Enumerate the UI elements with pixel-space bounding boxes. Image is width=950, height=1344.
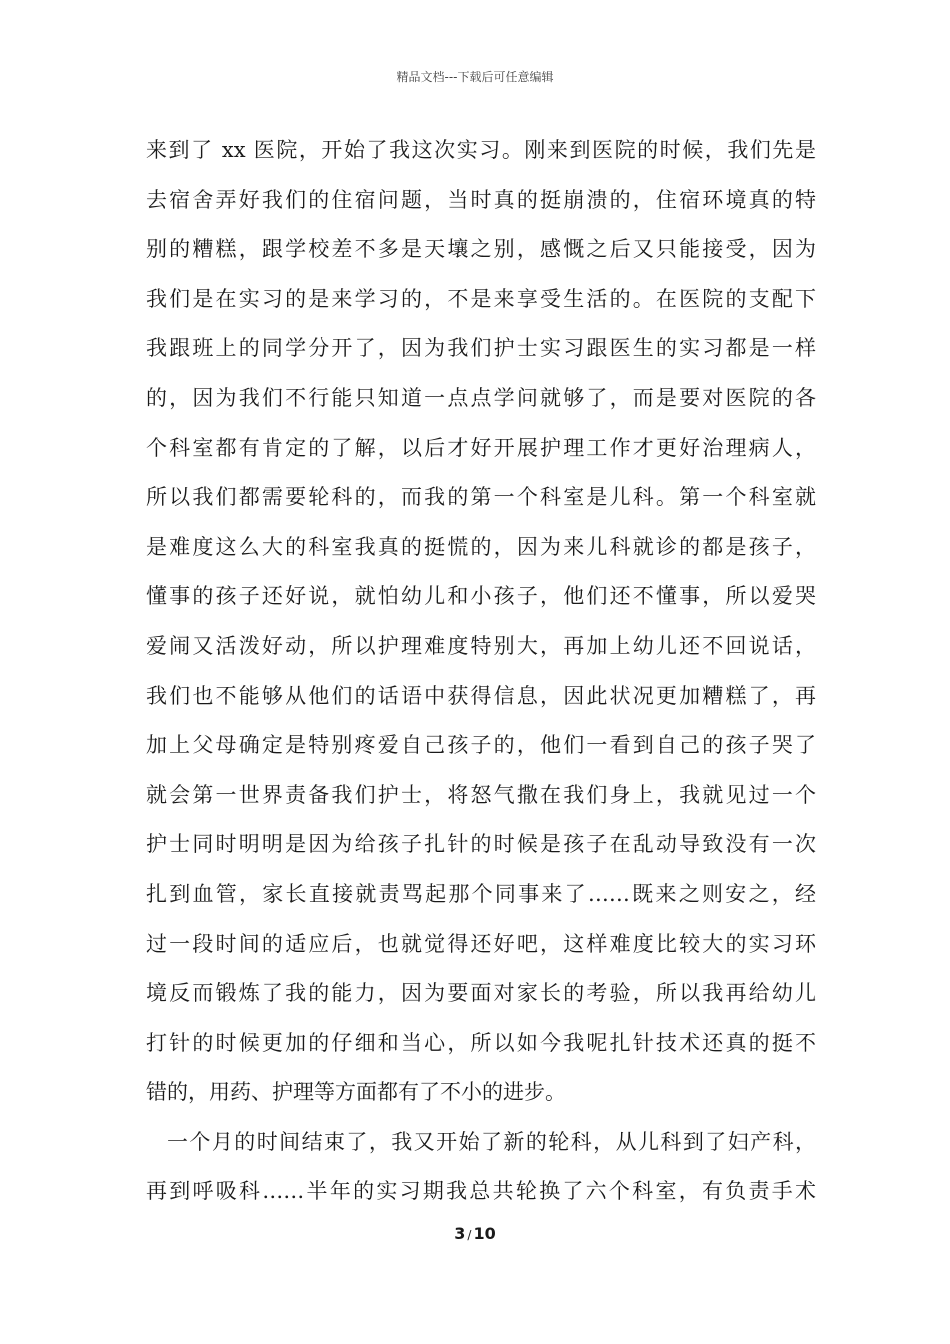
text-line-14: 就会第一世界责备我们护士，将怒气撒在我们身上，我就见过一个 <box>146 782 816 807</box>
text-line-19: 打针的时候更加的仔细和当心，所以如今我呢扎针技术还真的挺不 <box>146 1030 816 1055</box>
current-page-number: 3 <box>454 1224 466 1243</box>
text-line-9: 是难度这么大的科室我真的挺慌的，因为来儿科就诊的都是孩子， <box>146 534 816 559</box>
body-text <box>146 126 816 1217</box>
text-line-10: 懂事的孩子还好说，就怕幼儿和小孩子，他们还不懂事，所以爱哭 <box>146 584 816 609</box>
text-line-1: 来到了 xx 医院，开始了我这次实习。刚来到医院的时候，我们先是 <box>146 138 816 162</box>
text-line-4: 我们是在实习的是来学习的，不是来享受生活的。在医院的支配下 <box>146 286 816 311</box>
text-line-11: 爱闹又活泼好动，所以护理难度特别大，再加上幼儿还不回说话， <box>146 633 816 658</box>
page-number <box>0 1224 950 1243</box>
text-line-17: 过一段时间的适应后，也就觉得还好吧，这样难度比较大的实习环 <box>146 931 816 956</box>
text-line-3: 别的糟糕，跟学校差不多是天壤之别，感慨之后又只能接受，因为 <box>146 237 816 262</box>
text-line-6: 的，因为我们不行能只知道一点点学问就够了，而是要对医院的各 <box>146 385 816 410</box>
text-line-16: 扎到血管，家长直接就责骂起那个同事来了……既来之则安之，经 <box>146 881 816 906</box>
text-line-8: 所以我们都需要轮科的，而我的第一个科室是儿科。第一个科室就 <box>146 485 816 510</box>
text-line-2: 去宿舍弄好我们的住宿问题，当时真的挺崩溃的，住宿环境真的特 <box>146 187 816 212</box>
text-line-7: 个科室都有肯定的了解，以后才好开展护理工作才更好治理病人， <box>146 435 816 460</box>
text-line-18: 境反而锻炼了我的能力，因为要面对家长的考验，所以我再给幼儿 <box>146 981 816 1006</box>
text-line-21: 一个月的时间结束了，我又开始了新的轮科，从儿科到了妇产科， <box>167 1129 816 1154</box>
page-header: 精品文档---下载后可任意编辑 <box>396 70 554 84</box>
text-line-22: 再到呼吸科……半年的实习期我总共轮换了六个科室，有负责手术 <box>146 1179 816 1204</box>
page-separator: / <box>467 1228 472 1242</box>
text-line-5: 我跟班上的同学分开了，因为我们护士实习跟医生的实习都是一样 <box>146 336 816 361</box>
total-pages-number: 10 <box>473 1224 496 1243</box>
text-line-20: 错的，用药、护理等方面都有了不小的进步。 <box>146 1080 566 1105</box>
text-line-13: 加上父母确定是特别疼爱自己孩子的，他们一看到自己的孩子哭了 <box>146 733 816 758</box>
text-line-15: 护士同时明明是因为给孩子扎针的时候是孩子在乱动导致没有一次 <box>146 832 816 857</box>
text-line-12: 我们也不能够从他们的话语中获得信息，因此状况更加糟糕了，再 <box>146 683 816 708</box>
